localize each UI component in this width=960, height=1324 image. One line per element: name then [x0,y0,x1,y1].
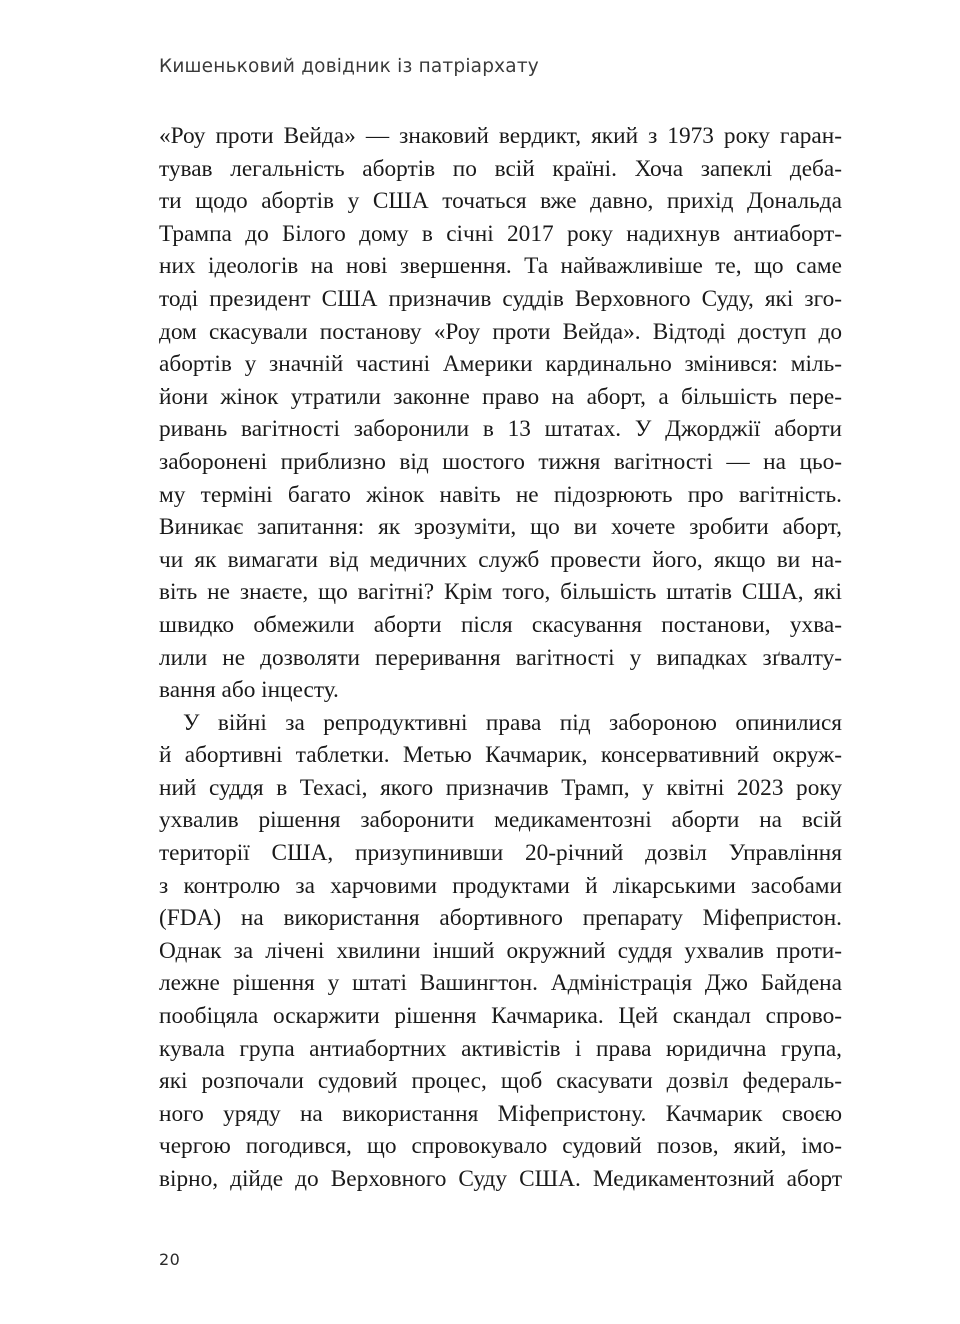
text-line: тоді президент США призначив суддів Верховного Суду, які зго- [159,285,842,312]
text-line: швидко обмежили аборти після скасування постанови, ухва- [159,611,842,638]
paragraph-2 [159,707,842,1196]
text-line: ривань вагітності заборонили в 13 штатах. У Джорджії аборти [159,416,842,443]
text-line: вання або інцесту. [159,677,339,704]
text-line: ний суддя в Техасі, якого призначив Трамп, у квітні 2023 року [159,774,842,801]
paragraph-1 [159,120,842,707]
text-line: кувала група антиабортних активістів і права юридична група, [159,1035,842,1062]
text-line: з контролю за харчовими продуктами й лікарськими засобами [159,872,842,899]
text-line: У війні за репродуктивні права під забороною опинилися [183,709,842,736]
text-line: чергою погодився, що спровокувало судовий позов, який, імо- [159,1133,842,1160]
text-line: лили не дозволяти переривання вагітності у випадках зґвалту- [159,644,842,671]
text-line: Трампа до Білого дому в січні 2017 року надихнув антиаборт- [159,220,842,247]
body-text [159,120,842,1196]
text-line: дом скасували постанову «Роу проти Вейда». Відтоді доступ до [159,318,842,345]
text-line: «Роу проти Вейда» — знаковий вердикт, який з 1973 року гаран- [159,123,842,149]
running-header: Кишеньковий довідник із патріархату [159,56,539,77]
text-line: чи як вимагати від медичних служб провести його, якщо ви на- [159,546,842,573]
text-line: них ідеологів на нові звершення. Та найважливіше те, що саме [159,253,842,280]
text-line: Однак за лічені хвилини інший окружний суддя ухвалив проти- [159,937,842,964]
text-line: абортів у значній частині Америки кардинально змінився: міль- [159,351,842,378]
text-line: тував легальність абортів по всій країні. Хоча запеклі деба- [159,155,842,182]
text-line: віть не знаєте, що вагітні? Крім того, більшість штатів США, які [159,579,842,606]
text-line: (FDA) на використання абортивного препарату Міфепристон. [159,905,842,932]
text-line: ухвалив рішення заборонити медикаментозні аборти на всій [159,807,842,834]
text-line: й абортивні таблетки. Метью Качмарик, консервативний окруж- [159,742,842,769]
page-number: 20 [159,1250,181,1269]
text-line: му терміні багато жінок навіть не підозрюють про вагітність. [159,481,842,508]
text-line: пообіцяла оскаржити рішення Качмарика. Цей скандал спрово- [159,1003,842,1030]
text-line: заборонені приблизно від шостого тижня вагітності — на цьо- [159,448,842,475]
text-line: ного уряду на використання Міфепристону. Качмарик своєю [159,1100,842,1127]
text-line: які розпочали судовий процес, щоб скасувати дозвіл федераль- [159,1068,842,1095]
text-line: ти щодо абортів у США точаться вже давно, прихід Дональда [159,188,842,215]
text-line: йони жінок утратили законне право на аборт, а більшість пере- [159,383,842,410]
text-line: Виникає запитання: як зрозуміти, що ви хочете зробити аборт, [159,514,842,541]
text-line: території США, призупинивши 20-річний дозвіл Управління [159,840,842,867]
text-line: вірно, дійде до Верховного Суду США. Медикаментозний аборт [159,1166,842,1192]
text-line: лежне рішення у штаті Вашингтон. Адміністрація Джо Байдена [159,970,842,997]
